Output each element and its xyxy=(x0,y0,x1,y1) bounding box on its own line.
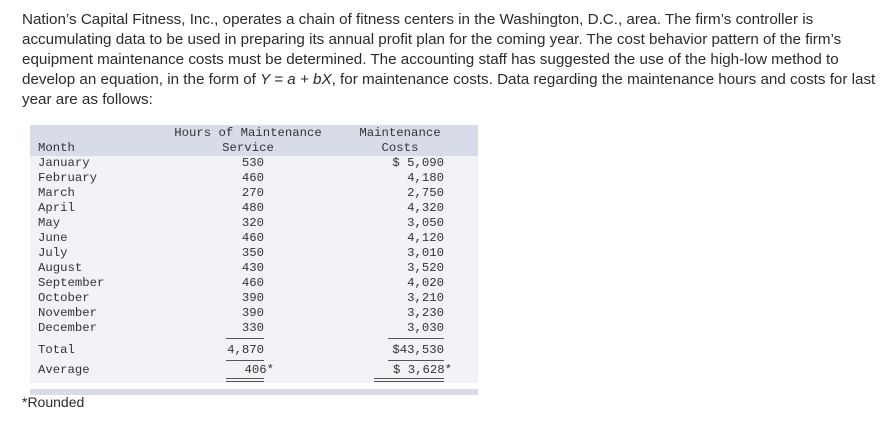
costs-cell: 4,320 xyxy=(407,201,444,215)
table-row xyxy=(30,201,478,216)
table-row xyxy=(30,246,478,261)
table-header xyxy=(30,125,478,156)
table-row xyxy=(30,261,478,276)
average-label: Average xyxy=(38,363,90,377)
intro-text-1: Nation’s Capital Fitness, Inc., operates a chain of fitness centers in the Washington, D.C., area. The firm’s controller is accumulating data to be used in preparing its annual profit plan for the coming year. The cost behavior pattern of the firm’s equipment maintenance costs must be determined. The accounting staff has suggested the use of the high-low method to develop an equation, in the form of xyxy=(22,11,842,88)
table-row xyxy=(30,321,478,336)
header-costs-line2: Costs xyxy=(381,141,419,155)
month-cell: September xyxy=(38,276,105,290)
costs-cell: 3,210 xyxy=(407,291,444,305)
total-row xyxy=(30,340,478,360)
month-cell: July xyxy=(38,246,68,260)
hours-cell: 390 xyxy=(241,306,264,320)
costs-cell: 3,050 xyxy=(407,216,444,230)
costs-double-underline xyxy=(374,378,444,382)
hours-cell: 480 xyxy=(241,201,264,215)
costs-underline xyxy=(388,338,444,339)
intro-text-2: , for maintenance costs. Data regarding the maintenance hours and costs for last year are as follows: xyxy=(22,71,876,108)
costs-cell: 4,180 xyxy=(407,171,444,185)
hours-cell: 460 xyxy=(241,231,264,245)
average-hours: 406* xyxy=(244,363,274,377)
hours-double-underline xyxy=(226,378,264,382)
equation: Y = a + bX xyxy=(260,71,332,88)
month-cell: June xyxy=(38,231,68,245)
month-cell: October xyxy=(38,291,90,305)
costs-cell: 4,120 xyxy=(407,231,444,245)
hours-cell: 320 xyxy=(241,216,264,230)
table-row xyxy=(30,156,478,171)
hours-cell: 350 xyxy=(241,246,264,260)
hours-underline xyxy=(226,338,264,339)
table-row xyxy=(30,231,478,246)
table-row xyxy=(30,186,478,201)
hours-cell: 390 xyxy=(241,291,264,305)
costs-cell: 3,230 xyxy=(407,306,444,320)
average-row xyxy=(30,360,478,380)
table-row xyxy=(30,306,478,321)
header-costs-line1: Maintenance xyxy=(359,126,441,140)
footnote: *Rounded xyxy=(22,394,85,410)
costs-cell: 3,010 xyxy=(407,246,444,260)
table-bottom-bar xyxy=(30,389,478,395)
month-cell: March xyxy=(38,186,75,200)
month-cell: November xyxy=(38,306,98,320)
total-hours: 4,870 xyxy=(227,343,264,357)
hours-cell: 460 xyxy=(241,171,264,185)
hours-cell: 460 xyxy=(241,276,264,290)
maintenance-data-table xyxy=(30,125,478,395)
table-body xyxy=(30,156,478,383)
hours-cell: 530 xyxy=(241,156,264,170)
header-hours-line2: Service xyxy=(222,141,274,155)
average-costs: $ 3,628* xyxy=(392,363,452,377)
month-cell: December xyxy=(38,321,98,335)
hours-cell: 270 xyxy=(241,186,264,200)
total-label: Total xyxy=(38,343,75,357)
costs-cell: 3,520 xyxy=(407,261,444,275)
table-row xyxy=(30,276,478,291)
total-costs: $43,530 xyxy=(392,343,444,357)
month-cell: August xyxy=(38,261,83,275)
table-row xyxy=(30,291,478,306)
costs-cell: 4,020 xyxy=(407,276,444,290)
month-cell: February xyxy=(38,171,98,185)
month-rows xyxy=(30,156,478,336)
month-cell: April xyxy=(38,201,75,215)
table-row xyxy=(30,216,478,231)
costs-cell: $ 5,090 xyxy=(392,156,444,170)
month-cell: May xyxy=(38,216,61,230)
problem-statement xyxy=(22,10,882,110)
month-cell: January xyxy=(38,156,90,170)
costs-cell: 3,030 xyxy=(407,321,444,335)
header-hours-line1: Hours of Maintenance xyxy=(174,126,322,140)
header-month: Month xyxy=(38,141,75,155)
table-row xyxy=(30,171,478,186)
hours-cell: 430 xyxy=(241,261,264,275)
costs-cell: 2,750 xyxy=(407,186,444,200)
hours-cell: 330 xyxy=(241,321,264,335)
average-double-underline-row xyxy=(30,380,478,383)
